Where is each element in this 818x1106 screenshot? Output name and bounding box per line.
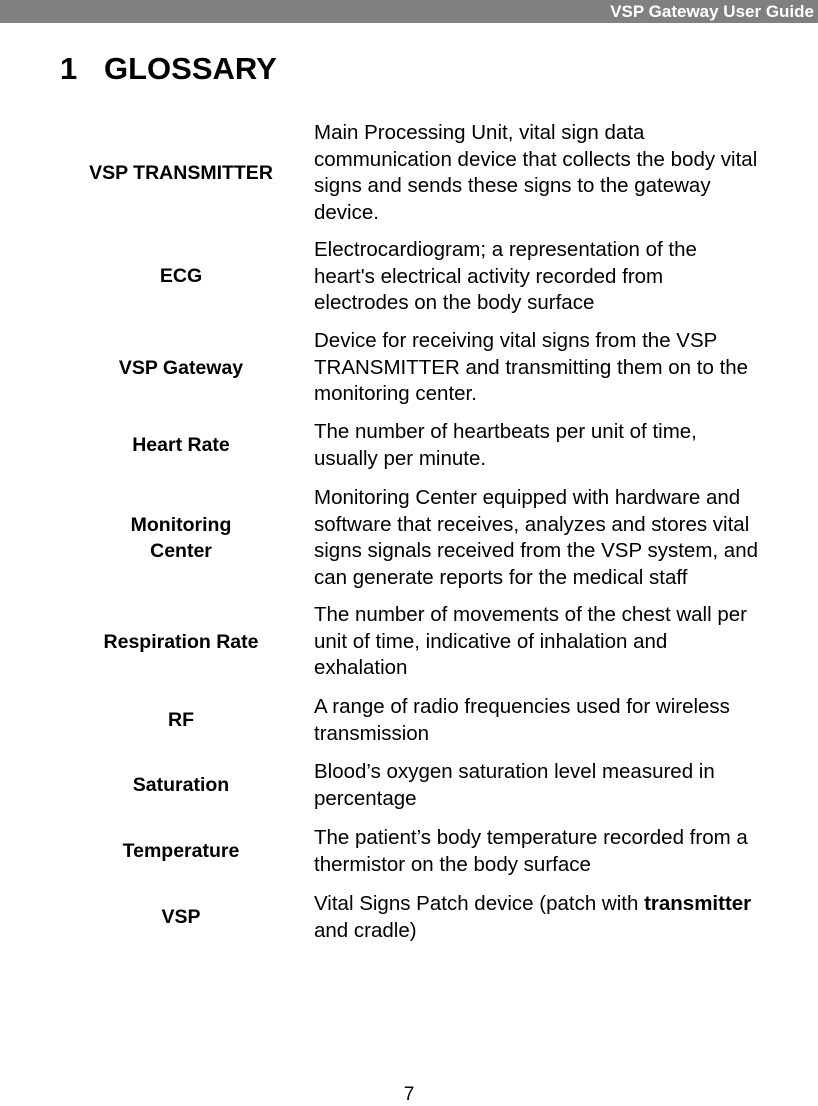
- document-title: VSP Gateway User Guide: [610, 2, 814, 21]
- glossary-term: RF: [168, 709, 194, 731]
- definition-emphasis: transmitter: [644, 892, 752, 915]
- glossary-term: Saturation: [132, 774, 230, 796]
- page-number: 7: [403, 1084, 415, 1105]
- glossary-term: VSP TRANSMITTER: [89, 162, 273, 184]
- glossary-definition: A range of radio frequencies used for wireless transmission: [314, 695, 730, 745]
- glossary-definition: The number of movements of the chest wall per unit of time, indicative of inhalation and exhalation: [314, 603, 747, 679]
- glossary-term: Temperature: [122, 840, 240, 862]
- glossary-definition: Device for receiving vital signs from the VSP TRANSMITTER and transmitting them on to the monitoring center.: [314, 329, 749, 405]
- glossary-term: VSP: [161, 906, 201, 928]
- glossary-term: Heart Rate: [132, 434, 230, 456]
- glossary-definition: Monitoring Center equipped with hardware and software that receives, analyzes and stores vital signs signals received from the VSP system, and can generate reports for the medical staff: [314, 486, 758, 589]
- header-bar: [0, 0, 818, 23]
- glossary-definition: The patient’s body temperature recorded from a thermistor on the body surface: [314, 826, 748, 876]
- glossary-definition: The number of heartbeats per unit of time, usually per minute.: [314, 420, 697, 470]
- glossary-definition: Blood’s oxygen saturation level measured in percentage: [314, 760, 715, 810]
- glossary-term: Monitoring Center: [130, 514, 232, 562]
- glossary-term: ECG: [159, 265, 203, 287]
- glossary-definition: Electrocardiogram; a representation of the heart's electrical activity recorded from electrodes on the body surface: [314, 238, 697, 314]
- glossary-definition: Main Processing Unit, vital sign data communication device that collects the body vital signs and sends these signs to the gateway device.: [314, 121, 758, 224]
- glossary-definition: [314, 891, 816, 944]
- chapter-heading: [60, 50, 277, 88]
- glossary-term: Respiration Rate: [103, 631, 259, 653]
- chapter-number: 1: [60, 51, 78, 86]
- definition-text: and cradle): [314, 918, 417, 942]
- glossary-term: VSP Gateway: [118, 357, 244, 379]
- definition-text: Vital Signs Patch device (patch with: [314, 892, 645, 915]
- chapter-title: GLOSSARY: [104, 51, 277, 86]
